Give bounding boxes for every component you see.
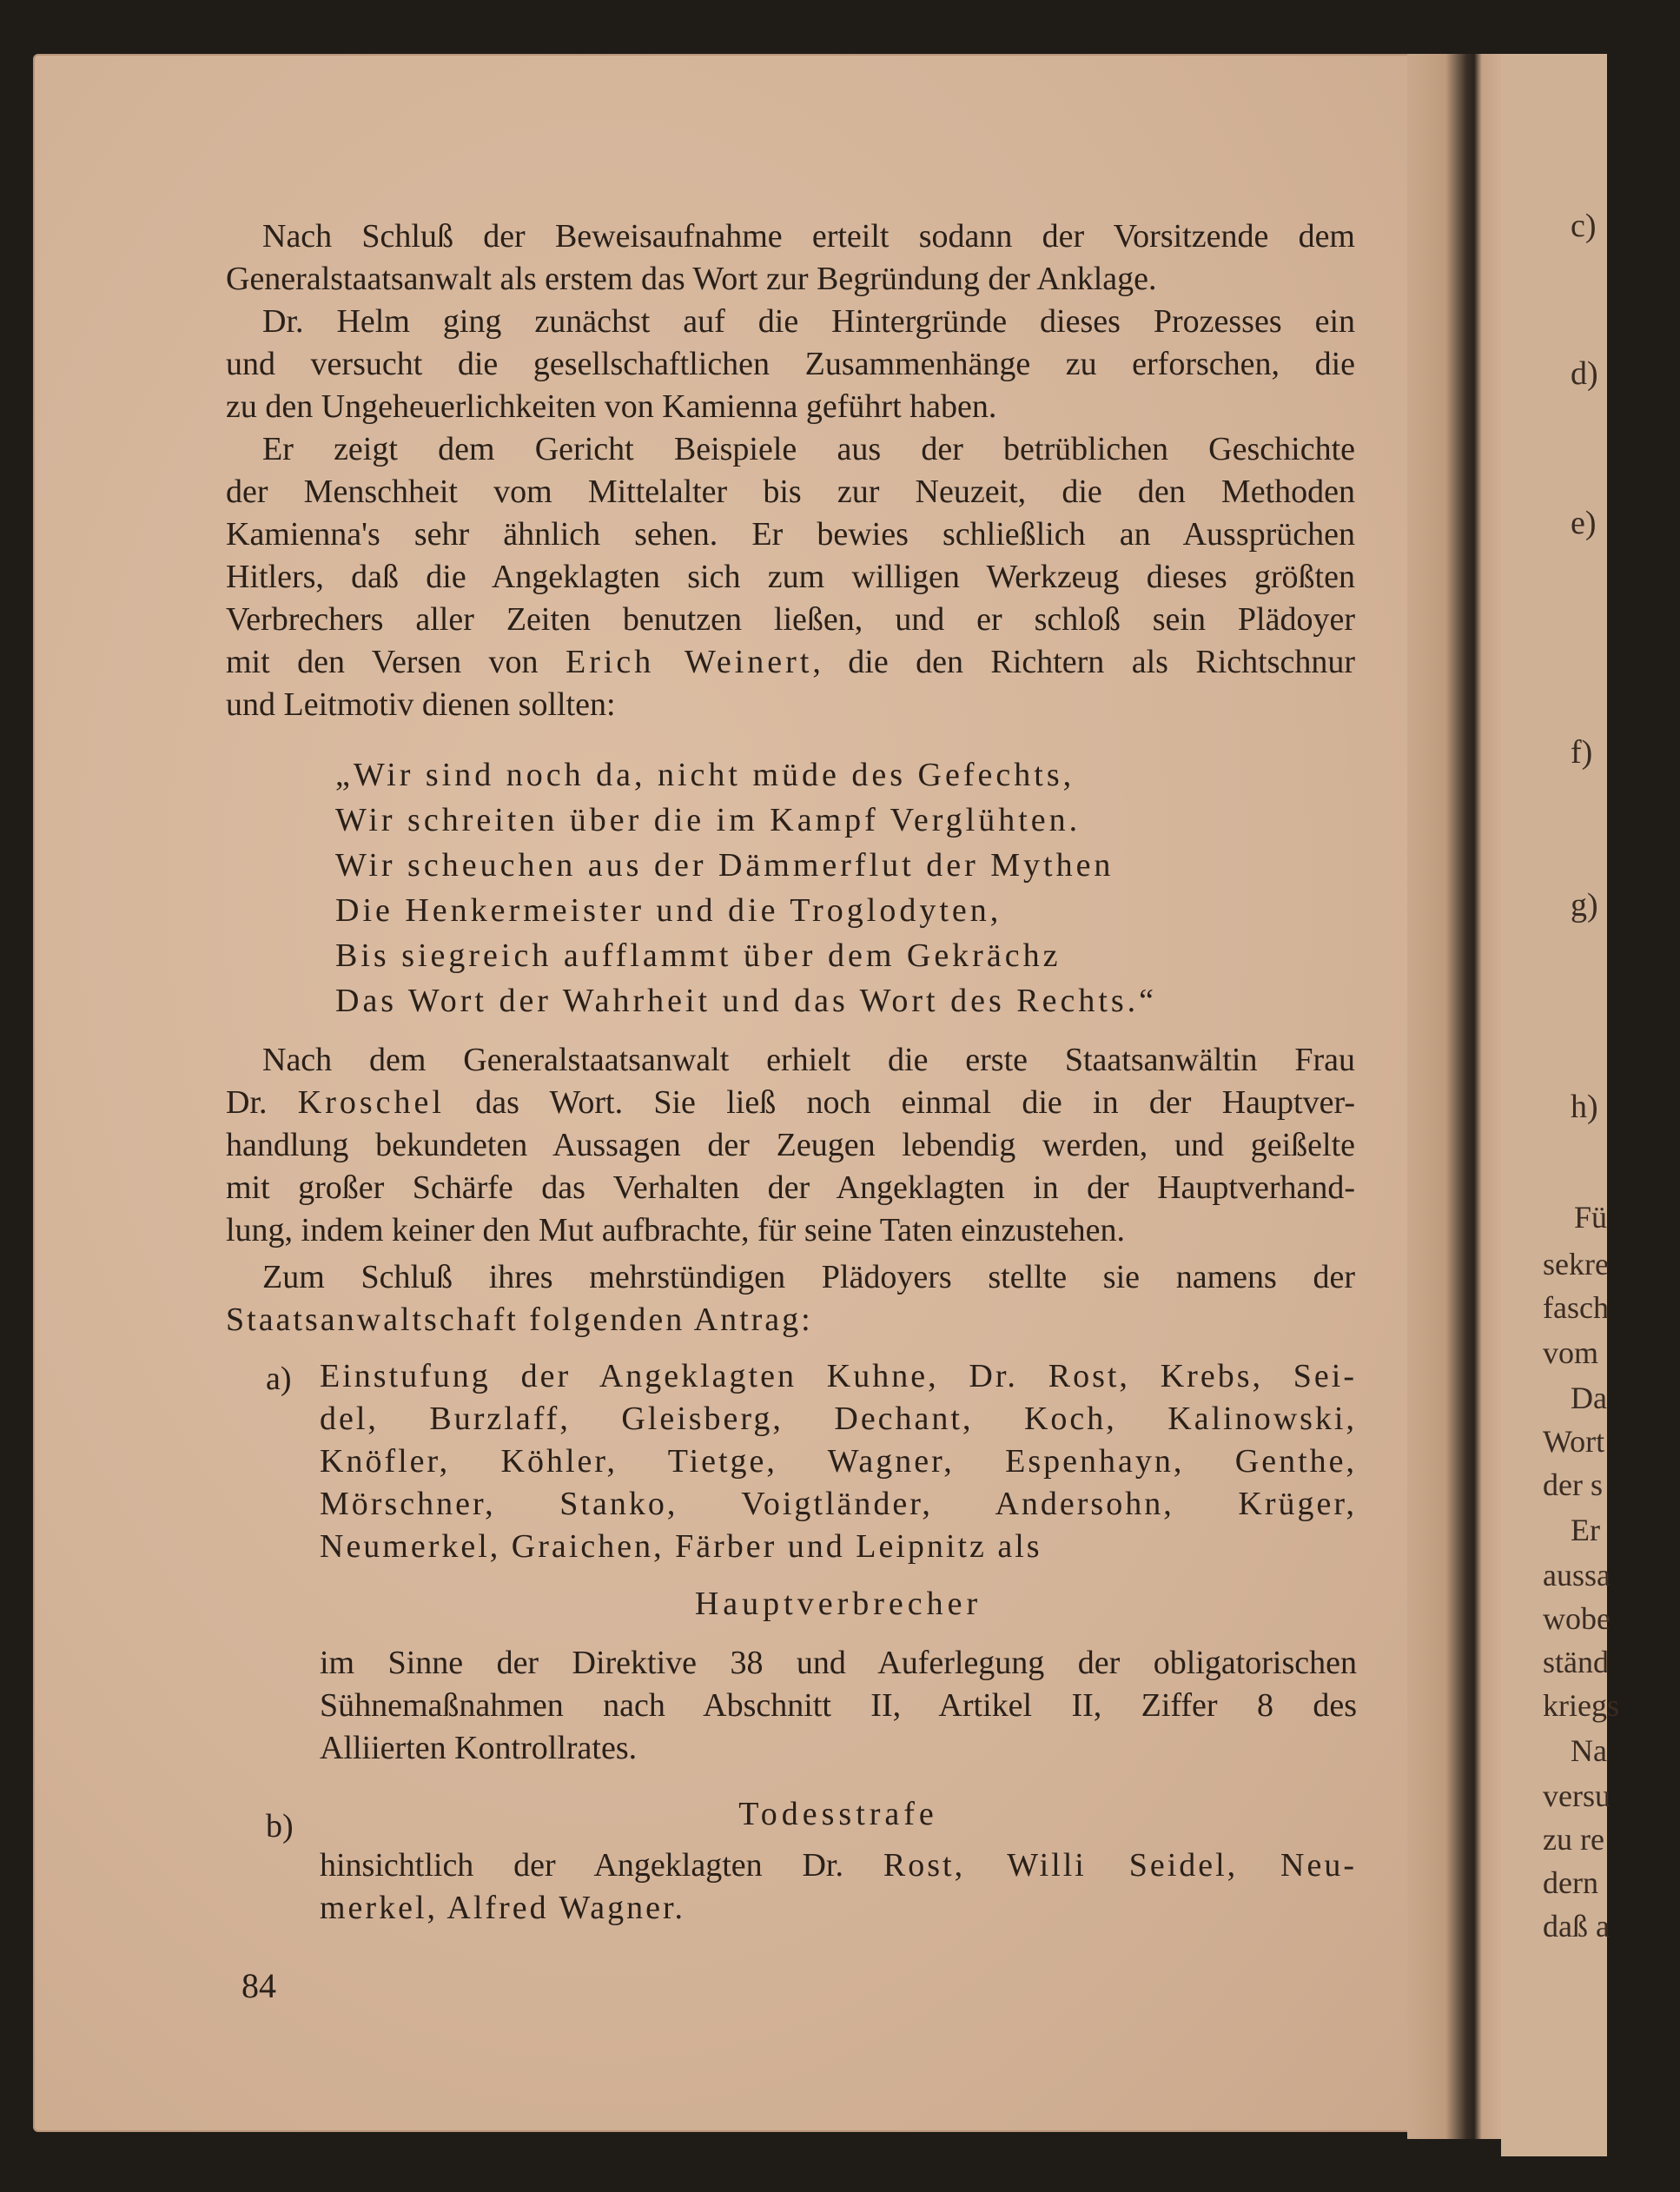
- text-line: Sühnemaßnahmen nach Abschnitt II, Artikel II, Ziffer 8 des: [320, 1687, 1357, 1724]
- text-fragment: mit den Versen von: [226, 644, 566, 680]
- paragraph-motion: [226, 1256, 1355, 1341]
- text-line: Dr. Helm ging zunächst auf die Hintergründe dieses Prozesses ein: [262, 303, 1355, 340]
- right-page-fragment: der s: [1543, 1467, 1603, 1502]
- right-page-fragment: dern: [1543, 1865, 1598, 1900]
- poem-line: Wir scheuchen aus der Dämmerflut der Mythen: [335, 847, 1114, 884]
- text-line: [226, 1299, 1355, 1341]
- book-gutter: [1407, 54, 1503, 2139]
- right-page-fragment: daß a: [1543, 1909, 1610, 1944]
- poem-line: „Wir sind noch da, nicht müde des Gefechts,: [335, 757, 1075, 793]
- text-line: Verbrechers aller Zeiten benutzen ließen, und er schloß sein Plädoyer: [226, 601, 1355, 638]
- text-line: Generalstaatsanwalt als erstem das Wort zur Begründung der Anklage.: [226, 261, 1157, 297]
- poem-line: Wir schreiten über die im Kampf Verglühten.: [335, 802, 1081, 838]
- text-line: Neumerkel, Graichen, Färber und Leipnitz als: [320, 1528, 1042, 1565]
- right-page-fragment: sekre: [1543, 1247, 1609, 1281]
- item-a-directive: [320, 1642, 1357, 1770]
- text-line: Knöfler, Köhler, Tietge, Wagner, Espenhayn, Genthe,: [320, 1443, 1357, 1480]
- poem-line: Bis siegreich aufflammt über dem Gekrächz: [335, 937, 1062, 974]
- right-page-fragment: vom: [1543, 1335, 1599, 1370]
- right-page-fragment: wobe: [1543, 1601, 1611, 1636]
- text-line: Mörschner, Stanko, Voigtländer, Andersohn, Krüger,: [320, 1486, 1357, 1522]
- right-page-fragment: Er: [1571, 1513, 1600, 1547]
- right-page-fragment: ständ: [1543, 1645, 1609, 1679]
- paragraph-kroschel: [226, 1039, 1355, 1252]
- right-page-fragment: aussa: [1543, 1558, 1611, 1593]
- text-line: und Leitmotiv dienen sollten:: [226, 686, 616, 723]
- text-line: [226, 1082, 1355, 1124]
- text-line: Kamienna's sehr ähnlich sehen. Er bewies schließlich an Aussprüchen: [226, 516, 1355, 553]
- right-page-letter: d): [1571, 355, 1598, 392]
- list-marker-b: b): [266, 1808, 294, 1844]
- right-page-fragment: Fü: [1574, 1200, 1608, 1235]
- text-line: del, Burzlaff, Gleisberg, Dechant, Koch, Kalinowski,: [320, 1401, 1357, 1437]
- text-line: merkel, Alfred Wagner.: [320, 1890, 686, 1926]
- right-page-fragment: kriegs: [1543, 1688, 1619, 1723]
- item-a-defendants: [320, 1355, 1357, 1568]
- right-page-fragment: Da: [1571, 1381, 1607, 1415]
- text-line: [226, 641, 1355, 684]
- text-line: Einstufung der Angeklagten Kuhne, Dr. Rost, Krebs, Sei-: [320, 1358, 1357, 1394]
- text-line: der Menschheit vom Mittelalter bis zur Neuzeit, die den Methoden: [226, 473, 1355, 510]
- heading-hauptverbrecher: Hauptverbrecher: [694, 1586, 982, 1622]
- text-fragment: Dr.: [226, 1084, 298, 1121]
- author-name: Erich Weinert: [565, 644, 813, 680]
- text-line: mit großer Schärfe das Verhalten der Angeklagten in der Hauptverhand-: [226, 1169, 1355, 1206]
- text-line: Nach Schluß der Beweisaufnahme erteilt sodann der Vorsitzende dem: [262, 218, 1355, 255]
- text-line: Nach dem Generalstaatsanwalt erhielt die erste Staatsanwältin Frau: [262, 1042, 1355, 1078]
- text-line: lung, indem keiner den Mut aufbrachte, für seine Taten einzustehen.: [226, 1212, 1125, 1248]
- defendant-names: Rost, Willi Seidel, Neu-: [883, 1847, 1358, 1884]
- right-page-fragment: zu re: [1543, 1822, 1604, 1857]
- list-marker-a: a): [266, 1361, 292, 1397]
- text-line: handlung bekundeten Aussagen der Zeugen lebendig werden, und geißelte: [226, 1127, 1355, 1163]
- text-line: zu den Ungeheuerlichkeiten von Kamienna geführt haben.: [226, 388, 997, 425]
- text-line: im Sinne der Direktive 38 und Auferlegung der obligatorischen: [320, 1645, 1357, 1681]
- text-fragment: , die den Richtern als Richtschnur: [812, 644, 1355, 680]
- item-b-defendants: [320, 1844, 1357, 1930]
- right-page-fragment: Wort: [1543, 1424, 1605, 1459]
- text-fragment: das Wort. Sie ließ noch einmal die in der Hauptver-: [444, 1084, 1355, 1121]
- poem-line: Die Henkermeister und die Troglodyten,: [335, 892, 1002, 929]
- right-page-fragment: Na: [1571, 1733, 1607, 1768]
- text-line: [320, 1844, 1357, 1887]
- right-page-letter: e): [1571, 505, 1597, 541]
- book-page-right: [1501, 54, 1619, 2156]
- text-line: und versucht die gesellschaftlichen Zusammenhänge zu erforschen, die: [226, 346, 1355, 382]
- right-page-letter: c): [1571, 208, 1597, 244]
- text-line: Zum Schluß ihres mehrstündigen Plädoyers stellte sie namens der: [262, 1259, 1355, 1295]
- heading-todesstrafe: Todesstrafe: [738, 1796, 938, 1832]
- right-page-fragment: versu: [1543, 1778, 1611, 1813]
- right-page-letter: f): [1571, 734, 1593, 771]
- paragraph-examples-history: [226, 428, 1355, 726]
- text-fragment: Staatsanwaltschaft folgenden Antrag:: [226, 1301, 813, 1338]
- text-fragment: hinsichtlich der Angeklagten Dr.: [320, 1847, 883, 1884]
- person-name: Kroschel: [297, 1084, 445, 1121]
- poem-line: Das Wort der Wahrheit und das Wort des Rechts.“: [335, 983, 1158, 1019]
- paragraph-dr-helm: [226, 301, 1355, 428]
- text-line: Hitlers, daß die Angeklagten sich zum willigen Werkzeug dieses größten: [226, 559, 1355, 595]
- text-line: Alliierten Kontrollrates.: [320, 1730, 638, 1766]
- right-page-letter: g): [1571, 887, 1598, 924]
- paragraph-closing-of-evidence: [226, 215, 1355, 301]
- right-page-fragment: fasch: [1543, 1290, 1609, 1325]
- poem-quote: [335, 752, 1291, 1023]
- text-line: Er zeigt dem Gericht Beispiele aus der betrüblichen Geschichte: [262, 431, 1355, 467]
- page-number: 84: [241, 1966, 276, 2005]
- right-page-letter: h): [1571, 1089, 1598, 1125]
